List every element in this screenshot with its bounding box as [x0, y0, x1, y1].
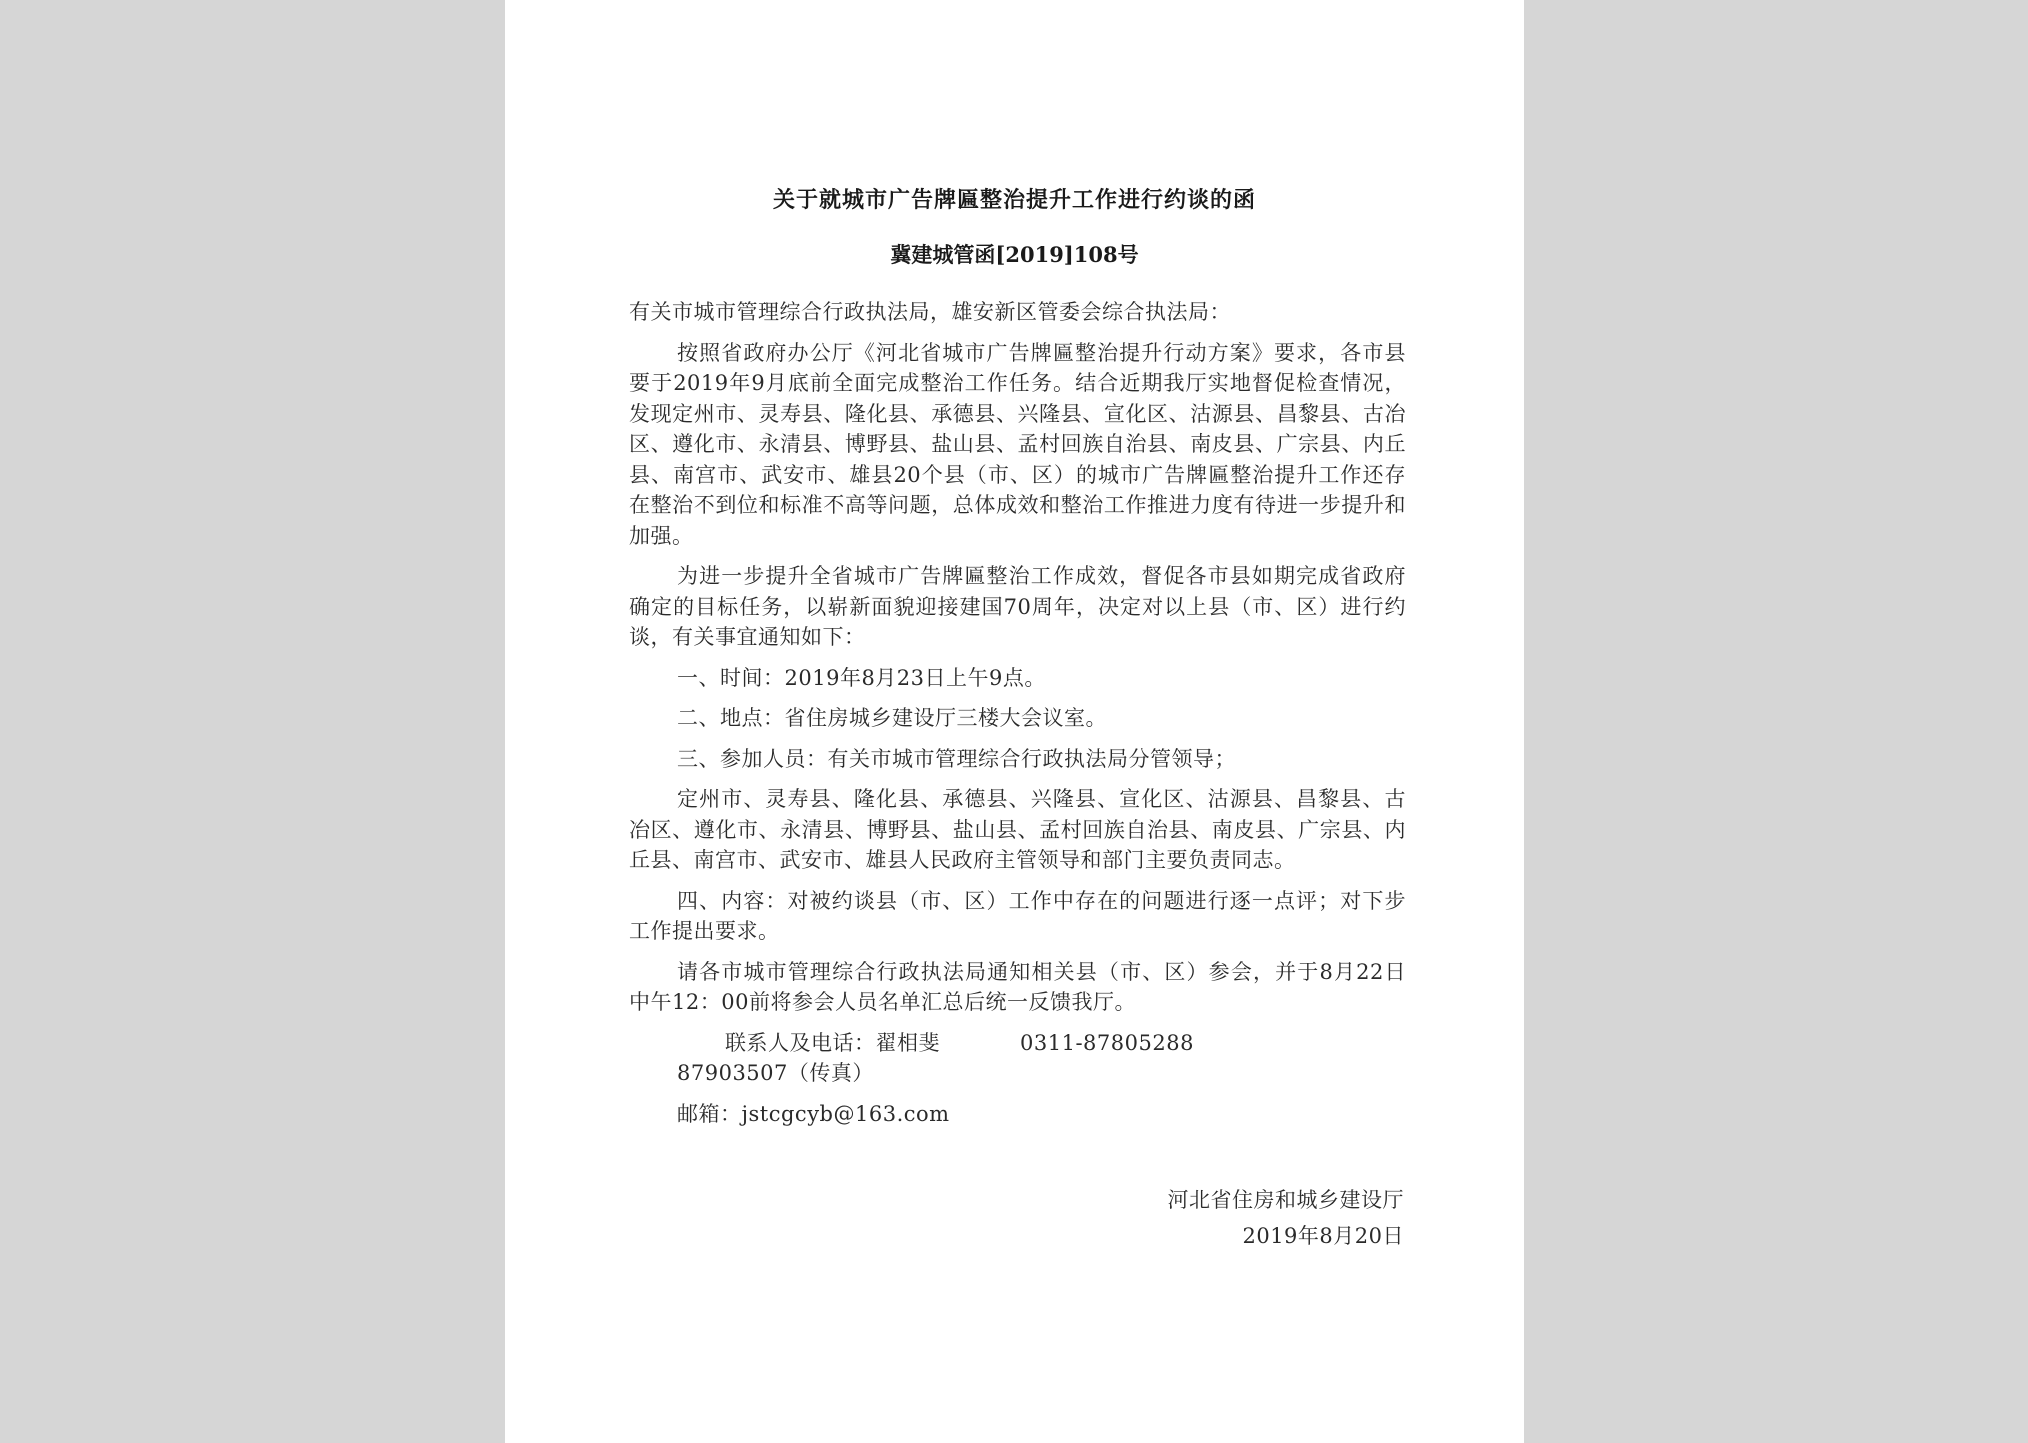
- signature-block: [1168, 1182, 1405, 1254]
- document-page: [505, 0, 1524, 1443]
- document-number: 冀建城管函[2019]108号: [890, 242, 1139, 267]
- contact-phone: 0311-87805288: [1020, 1030, 1194, 1055]
- contact-fax: 87903507（传真）: [677, 1061, 874, 1085]
- document-title: 关于就城市广告牌匾整治提升工作进行约谈的函: [772, 187, 1256, 213]
- document-body: [629, 297, 1406, 1139]
- contact-person: 联系人及电话：翟相斐: [725, 1030, 940, 1055]
- issue-date: 2019年8月20日: [1242, 1224, 1404, 1248]
- item-time: 一、时间：2019年8月23日上午9点。: [677, 665, 1046, 690]
- issuer-name: 河北省住房和城乡建设厅: [1167, 1188, 1404, 1212]
- email-line: 邮箱：jstcgcyb@163.com: [677, 1101, 950, 1126]
- item-content: 四、内容：对被约谈县（市、区）工作中存在的问题进行逐一点评；对下步工作提出要求。: [629, 888, 1406, 943]
- addressee-line: 有关市城市管理综合行政执法局，雄安新区管委会综合执法局：: [629, 300, 1231, 324]
- item-location: 二、地点：省住房城乡建设厅三楼大会议室。: [677, 706, 1107, 730]
- paragraph-background: 按照省政府办公厅《河北省城市广告牌匾整治提升行动方案》要求，各市县要于2019年9月底前全面完成整治工作任务。结合近期我厅实地督促检查情况，发现定州市、灵寿县、隆化县、承德县、兴隆县、宣化区、沽源县、昌黎县、古冶区、遵化市、永清县、博野县、盐山县、孟村回族自治县、南皮县、广宗县、内丘县、南宫市、武安市、雄县20个县（市、区）的城市广告牌匾整治提升工作还存在整治不到位和标准不高等问题，总体成效和整治工作推进力度有待进一步提升和加强。: [629, 340, 1406, 548]
- paragraph-request: 请各市城市管理综合行政执法局通知相关县（市、区）参会，并于8月22日中午12：00前将参会人员名单汇总后统一反馈我厅。: [629, 959, 1406, 1014]
- item-attendees-detail: 定州市、灵寿县、隆化县、承德县、兴隆县、宣化区、沽源县、昌黎县、古冶区、遵化市、永清县、博野县、盐山县、孟村回族自治县、南皮县、广宗县、内丘县、南宫市、武安市、雄县人民政府主管领导和部门主要负责同志。: [629, 787, 1406, 872]
- item-attendees: 三、参加人员：有关市城市管理综合行政执法局分管领导；: [677, 746, 1236, 771]
- contact-line: [629, 1028, 1406, 1089]
- paragraph-purpose: 为进一步提升全省城市广告牌匾整治工作成效，督促各市县如期完成省政府确定的目标任务，以崭新面貌迎接建国70周年，决定对以上县（市、区）进行约谈，有关事宜通知如下：: [629, 564, 1406, 649]
